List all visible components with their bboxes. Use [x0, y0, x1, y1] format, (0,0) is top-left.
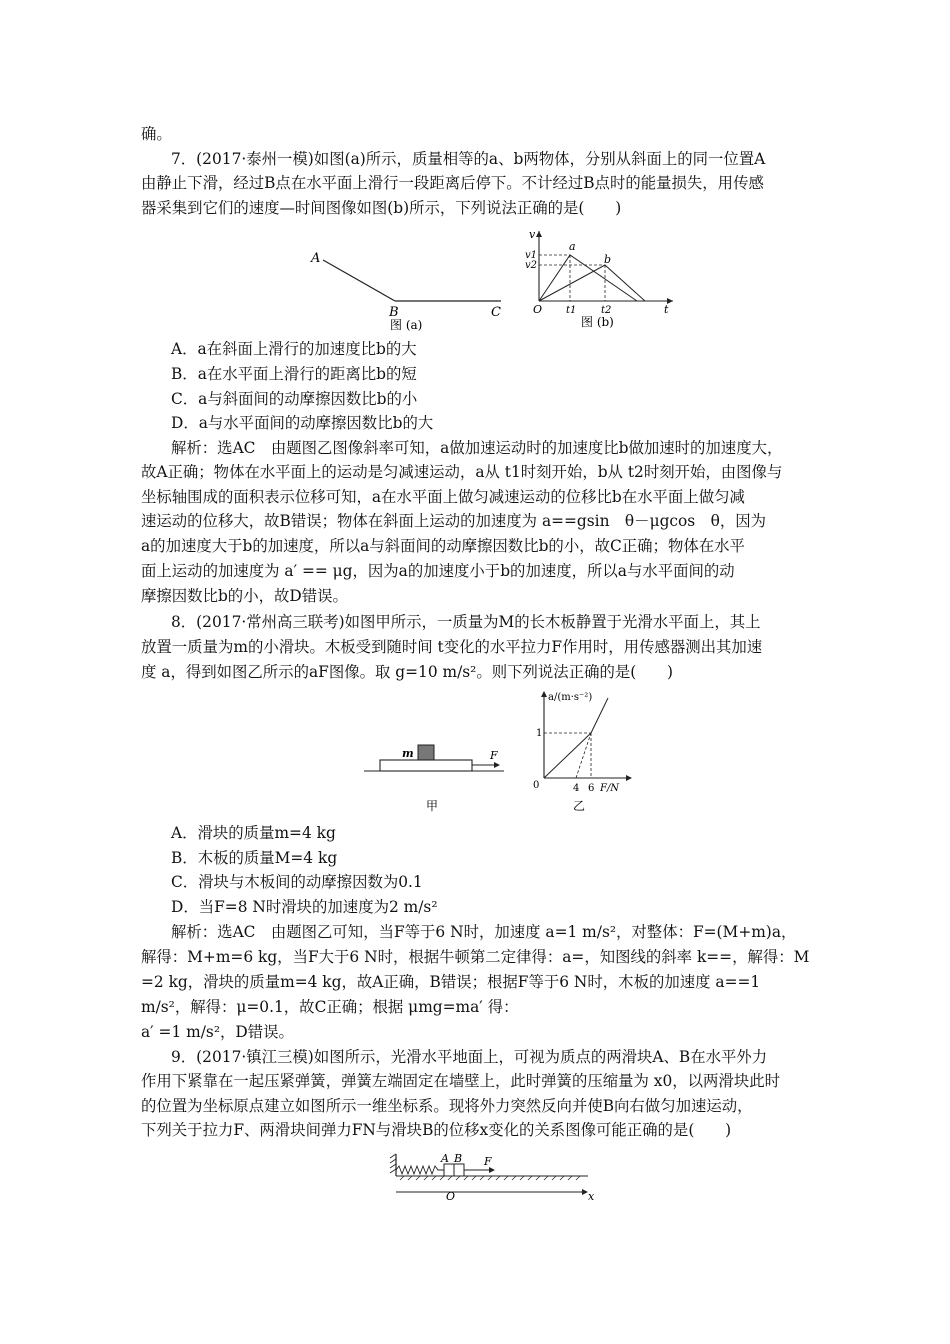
figure-jia-board	[360, 740, 510, 815]
text-line: 摩擦因数比b的小，故D错误。	[141, 587, 348, 605]
answer-8-line: 解析：选AC 由题图乙可知，当F等于6 N时，加速度 a=1 m/s²，对整体：F=(M+m)a，	[171, 923, 797, 941]
text-line: 由静止下滑，经过B点在水平面上滑行一段距离后停下。不计经过B点时的能量损失，用传感	[141, 174, 764, 192]
tick-t2: t2	[601, 305, 612, 316]
axis-v: v	[529, 228, 536, 241]
figure-yi-caption: 乙	[573, 799, 586, 813]
label-A: A	[441, 1152, 449, 1165]
axis-t: t	[664, 303, 669, 316]
option-8-D: D．当F=8 N时滑块的加速度为2 m/s²	[171, 898, 438, 916]
curve-b-label: b	[604, 253, 612, 266]
figure-9-spring	[388, 1150, 598, 1202]
text-line: a的加速度大于b的加速度，所以a与斜面间的动摩擦因数比b的小，故C正确；物体在水平	[141, 537, 745, 555]
label-B: B	[389, 305, 399, 320]
option-7-B: B．a在水平面上滑行的距离比b的短	[171, 365, 417, 383]
figure-a-incline	[305, 240, 515, 332]
tick-y-1: 1	[536, 728, 543, 739]
curve-a-label: a	[569, 240, 576, 253]
option-7-D: D．a与水平面间的动摩擦因数比b的大	[171, 414, 434, 432]
tick-v2: v2	[525, 260, 538, 271]
text-line: 确。	[141, 125, 172, 143]
tick-t1: t1	[566, 305, 577, 316]
option-8-A: A．滑块的质量m=4 kg	[171, 824, 336, 842]
text-line: 解得：M+m=6 kg，当F大于6 N时，根据牛顿第二定律得：a=，知图线的斜率 k==，解得：M	[141, 948, 810, 966]
figure-b-vt-graph	[525, 225, 680, 335]
label-B: B	[454, 1152, 463, 1165]
text-line: 放置一质量为m的小滑块。木板受到随时间 t变化的水平拉力F作用时，用传感器测出其加速	[141, 638, 763, 656]
text-line: 面上运动的加速度为 a′ == μg，因为a的加速度小于b的加速度，所以a与水平面间的动	[141, 562, 735, 580]
text-line: 的位置为坐标原点建立如图所示一维坐标系。现将外力突然反向并使B向右做匀加速运动，	[141, 1097, 753, 1115]
text-line: 下列关于拉力F、两滑块间弹力FN与滑块B的位移x变化的关系图像可能正确的是( )	[141, 1121, 732, 1139]
figure-yi-aF-graph	[528, 688, 638, 816]
figure-jia-caption: 甲	[426, 799, 439, 813]
text-line: 坐标轴围成的面积表示位移可知，a在水平面上做匀减速运动的位移比b在水平面上做匀减	[141, 488, 745, 506]
origin-O: O	[446, 1190, 456, 1202]
question-9-title: 9．(2017·镇江三模)如图所示，光滑水平地面上，可视为质点的两滑块A、B在水平外力	[171, 1048, 768, 1066]
tick-x-6: 6	[588, 783, 595, 794]
option-8-C: C．滑块与木板间的动摩擦因数为0.1	[171, 873, 423, 891]
label-m: m	[402, 747, 414, 760]
figure-b-caption: 图 (b)	[581, 315, 614, 329]
option-7-A: A．a在斜面上滑行的加速度比b的大	[171, 340, 417, 358]
text-line: 速运动的位移大，故B错误；物体在斜面上运动的加速度为 a==gsin θ－μgcos θ，因为	[141, 512, 767, 530]
axis-x: x	[588, 1190, 595, 1202]
axis-x-label: F/N	[600, 783, 620, 794]
label-A: A	[311, 251, 321, 266]
figure-a-caption: 图 (a)	[390, 318, 423, 332]
tick-x-4: 4	[573, 783, 580, 794]
text-line: m/s²，解得：μ=0.1，故C正确；根据 μmg=ma′ 得：	[141, 998, 519, 1016]
text-line: 作用下紧靠在一起压紧弹簧，弹簧左端固定在墙壁上，此时弹簧的压缩量为 x0，以两滑块此时	[141, 1072, 780, 1090]
origin-O: O	[533, 303, 543, 316]
question-8-title: 8．(2017·常州高三联考)如图甲所示，一质量为M的长木板静置于光滑水平面上，其上	[171, 613, 761, 631]
question-7-title: 7．(2017·泰州一模)如图(a)所示，质量相等的a、b两物体，分别从斜面上的同一位置A	[171, 150, 766, 168]
text-line: 故A正确；物体在水平面上的运动是匀减速运动，a从 t1时刻开始，b从 t2时刻开始，由图像与	[141, 463, 783, 481]
text-line: =2 kg，滑块的质量m=4 kg，故A正确，B错误；根据F等于6 N时，木板的加速度 a==1	[141, 973, 761, 991]
option-7-C: C．a与斜面间的动摩擦因数比b的小	[171, 390, 418, 408]
text-line: a′ =1 m/s²，D错误。	[141, 1023, 294, 1041]
label-F: F	[490, 749, 498, 762]
label-C: C	[491, 305, 501, 320]
answer-7-line: 解析：选AC 由题图乙图像斜率可知，a做加速运动时的加速度比b做加速时的加速度大，	[171, 439, 783, 457]
option-8-B: B．木板的质量M=4 kg	[171, 849, 338, 867]
tick-v1: v1	[525, 250, 538, 261]
text-line: 器采集到它们的速度—时间图像如图(b)所示，下列说法正确的是( )	[141, 199, 622, 217]
label-F: F	[484, 1155, 492, 1168]
origin-0: 0	[533, 780, 540, 791]
text-line: 度 a，得到如图乙所示的aF图像。取 g=10 m/s²。则下列说法正确的是( )	[141, 663, 674, 681]
axis-y-label: a/(m·s⁻²)	[548, 692, 593, 703]
